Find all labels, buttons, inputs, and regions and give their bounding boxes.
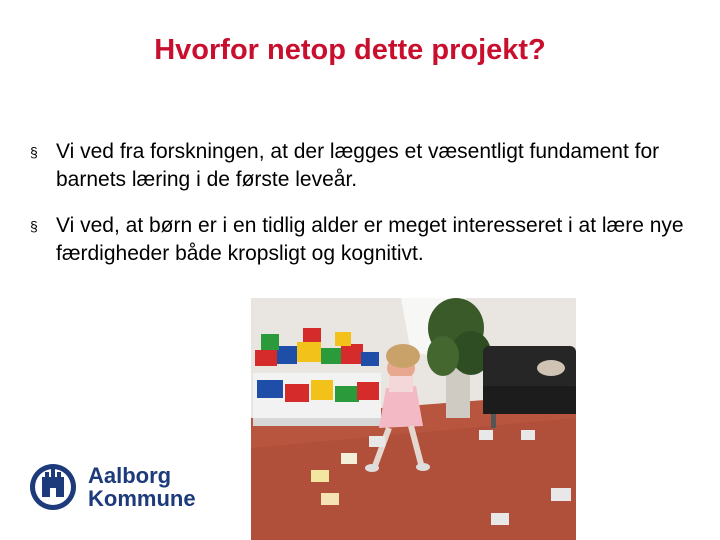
bullet-marker: §: [30, 218, 38, 234]
bullet-item: [30, 212, 690, 268]
slide-title: Hvorfor netop dette projekt?: [154, 34, 546, 66]
logo-wordmark: [88, 464, 196, 510]
bullet-marker: §: [30, 144, 38, 160]
photo-illustration: [251, 298, 576, 540]
logo-line-1: Aalborg: [88, 463, 172, 488]
logo-line-2: Kommune: [88, 486, 196, 511]
aalborg-kommune-logo: [28, 462, 208, 512]
bullet-text: Vi ved fra forskningen, at der lægges et væsentligt fundament for barnets læring i de første leveår.: [56, 140, 660, 191]
bullet-item: [30, 138, 690, 194]
bullet-list: [30, 138, 690, 286]
bullet-text: Vi ved, at børn er i en tidlig alder er meget interesseret i at lære nye færdigheder både kropsligt og kognitivt.: [56, 214, 684, 265]
photo-child-playing: [251, 298, 576, 540]
coat-of-arms-icon: [28, 462, 80, 512]
